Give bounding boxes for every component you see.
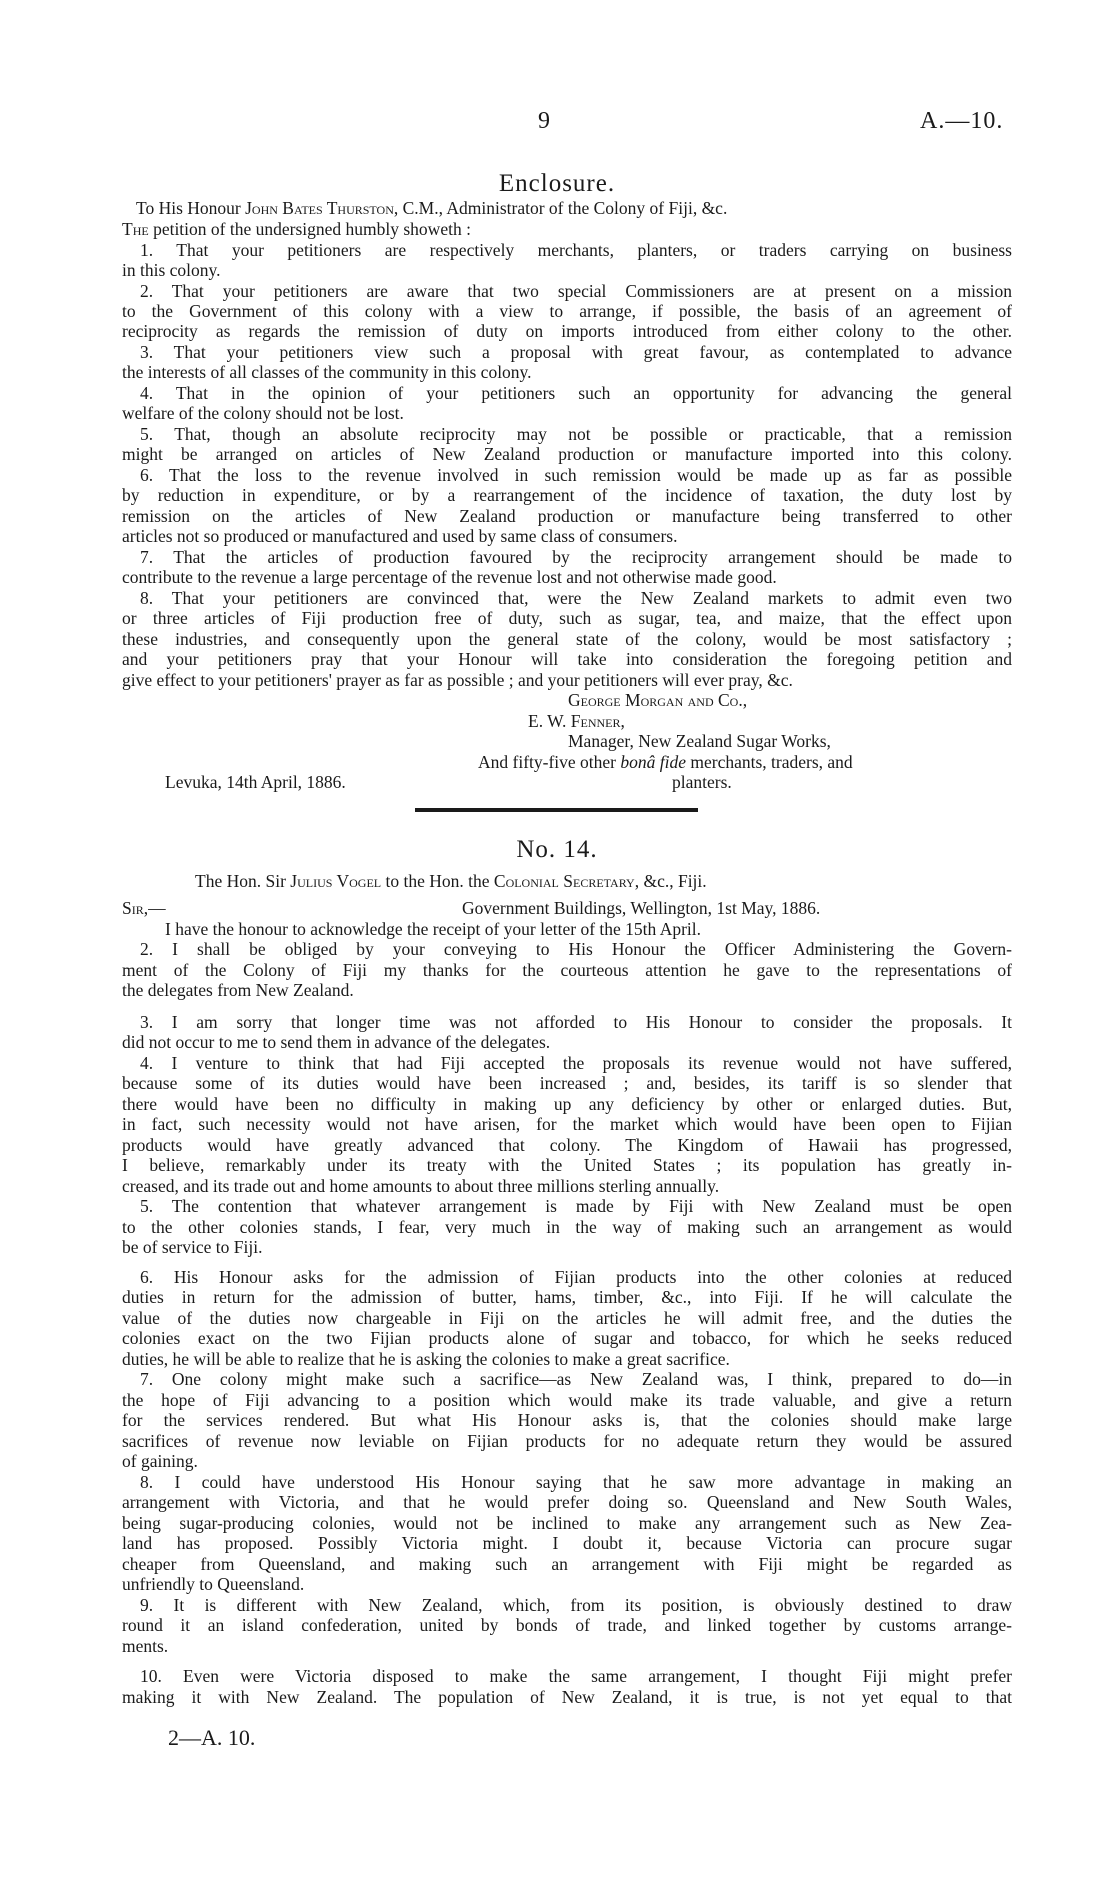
from-name: Julius Vogel (290, 871, 382, 891)
petition-line: 4. That in the opinion of your petitioners such an opportunity for advancing the general (140, 383, 1012, 403)
petition-line: reciprocity as regards the remission of duty on imports introduced from either colony to the other. (122, 321, 1012, 341)
letter-line: 6. His Honour asks for the admission of Fijian products into the other colonies at reduced (140, 1267, 1012, 1287)
letter-heading: No. 14. (516, 836, 598, 863)
letter-line: 9. It is different with New Zealand, which, from its position, is obviously destined to draw (140, 1595, 1012, 1615)
petition-line: and your petitioners pray that your Honour will take into consideration the foregoing petition and (122, 649, 1012, 669)
petition-line: the interests of all classes of the community in this colony. (122, 362, 532, 382)
petition-line: 7. That the articles of production favoured by the reciprocity arrangement should be made to (140, 547, 1012, 567)
petition-intro (122, 219, 471, 239)
letter-line: I believe, remarkably under its treaty with the United States ; its population has greatly in- (122, 1155, 1012, 1175)
petition-line: 1. That your petitioners are respectively merchants, planters, or traders carrying on business (140, 240, 1012, 260)
from-a: The Hon. Sir (195, 871, 286, 891)
letter-line: for the services rendered. But what His Honour asks is, that the colonies should make large (122, 1410, 1012, 1430)
from-c: , &c., Fiji. (634, 871, 707, 891)
letter-line: ment of the Colony of Fiji my thanks for the courteous attention he gave to the representations of (122, 960, 1012, 980)
others-part-c: merchants, traders, and (690, 752, 853, 772)
petition-line: by reduction in expenditure, or by a rearrangement of the incidence of taxation, the duty lost by (122, 485, 1012, 505)
petition-line: give effect to your petitioners' prayer as far as possible ; and your petitioners will ever pray, &c. (122, 670, 793, 690)
petition-line: remission on the articles of New Zealand production or manufacture being transferred to other (122, 506, 1012, 526)
letter-line: arrangement with Victoria, and that he would prefer doing so. Queensland and New South Wales, (122, 1492, 1012, 1512)
document-reference: A.—10. (920, 108, 1004, 134)
petition-line: 2. That your petitioners are aware that two special Commissioners are at present on a mission (140, 281, 1012, 301)
letter-line: making it with New Zealand. The population of New Zealand, it is true, is not yet equal to that (122, 1687, 1012, 1707)
letter-line: being sugar-producing colonies, would not be inclined to make any arrangement such as New Zea- (122, 1513, 1012, 1533)
letter-line: creased, and its trade out and home amounts to about three millions sterling annually. (122, 1176, 720, 1196)
letter-line: 4. I venture to think that had Fiji accepted the proposals its revenue would not have suffered, (140, 1053, 1012, 1073)
petition-line: in this colony. (122, 260, 221, 280)
from-b: to the Hon. the (385, 871, 490, 891)
from-title: Colonial Secretary (493, 871, 635, 891)
letter-line: duties in return for the admission of butter, hams, timber, &c., into Fiji. If he will calculate the (122, 1287, 1012, 1307)
letter-line: the hope of Fiji advancing to a position which would make its trade valuable, and give a return (122, 1390, 1012, 1410)
intro-rest: petition of the undersigned humbly showeth : (148, 219, 471, 239)
petition-line: or three articles of Fiji production free of duty, such as sugar, tea, and maize, that the effect upon (122, 608, 1012, 628)
letter-line: cheaper from Queensland, and making such an arrangement with Fiji might be regarded as (122, 1554, 1012, 1574)
petition-line: to the Government of this colony with a view to arrange, if possible, the basis of an agreement of (122, 301, 1012, 321)
letter-line: in fact, such necessity would not have arisen, for the market which would have been open to Fijian (122, 1114, 1012, 1134)
petition-line: 5. That, though an absolute reciprocity may not be possible or practicable, that a remission (140, 424, 1012, 444)
letter-line: products would have greatly advanced that colony. The Kingdom of Hawaii has progressed, (122, 1135, 1012, 1155)
signatory-name: E. W. Fenner, (528, 711, 625, 731)
letter-line: 3. I am sorry that longer time was not afforded to His Honour to consider the proposals. It (140, 1012, 1012, 1032)
others-part-b: bonâ fide (620, 752, 687, 772)
letter-line: to the other colonies stands, I fear, very much in the way of making such an arrangement as would (122, 1217, 1012, 1237)
petition-line: might be arranged on articles of New Zealand production or manufacture imported into this colony. (122, 444, 1012, 464)
dateline: Government Buildings, Wellington, 1st May, 1886. (462, 898, 821, 918)
letter-line: 7. One colony might make such a sacrifice—as New Zealand was, I think, prepared to do—in (140, 1369, 1012, 1389)
letter-line: round it an island confederation, united by bonds of trade, and linked together by customs arrange- (122, 1615, 1012, 1635)
letter-line: ments. (122, 1636, 169, 1656)
signatory-company: George Morgan and Co., (568, 690, 748, 710)
letter-line: 2. I shall be obliged by your conveying to His Honour the Officer Administering the Govern- (140, 939, 1012, 959)
letter-line: colonies exact on the two Fijian products alone of sugar and tobacco, for which he seeks reduced (122, 1328, 1012, 1348)
signatory-others-end: planters. (672, 772, 732, 792)
letter-line: the delegates from New Zealand. (122, 980, 354, 1000)
place-date: Levuka, 14th April, 1886. (165, 772, 346, 792)
others-part-a: And fifty-five other (478, 752, 617, 772)
letter-line: sacrifices of revenue now leviable on Fijian products for no adequate return they would be assured (122, 1431, 1012, 1451)
petition-line: 6. That the loss to the revenue involved in such remission would be made up as far as possible (140, 465, 1012, 485)
page-number: 9 (538, 108, 550, 134)
petition-line: contribute to the revenue a large percentage of the revenue lost and not otherwise made good. (122, 567, 777, 587)
salutation: Sir,— (122, 898, 166, 918)
letter-line: 8. I could have understood His Honour saying that he saw more advantage in making an (140, 1472, 1012, 1492)
petition-line: 8. That your petitioners are convinced that, were the New Zealand markets to admit even two (140, 588, 1012, 608)
signature-mark: 2—A. 10. (168, 1725, 256, 1750)
address-name: John Bates Thurston (245, 198, 394, 218)
letter-line: 10. Even were Victoria disposed to make the same arrangement, I thought Fiji might prefer (140, 1666, 1012, 1686)
letter-line: there would have been no difficulty in making up any deficiency by other or enlarged duties. But, (122, 1094, 1012, 1114)
letter-line: be of service to Fiji. (122, 1237, 263, 1257)
signatory-others (478, 752, 853, 772)
address-to: To His Honour (136, 198, 241, 218)
letter-line: unfriendly to Queensland. (122, 1574, 305, 1594)
letter-line: 5. The contention that whatever arrangement is made by Fiji with New Zealand must be open (140, 1196, 1012, 1216)
petition-line: articles not so produced or manufactured and used by same class of consumers. (122, 526, 678, 546)
letter-address (195, 871, 707, 891)
petition-line: welfare of the colony should not be lost. (122, 403, 404, 423)
section-divider (415, 808, 698, 812)
letter-line: land has proposed. Possibly Victoria might. I doubt it, because Victoria can procure sugar (122, 1533, 1012, 1553)
petition-line: these industries, and consequently upon the general state of the colony, would be most satisfactory ; (122, 629, 1012, 649)
petition-address (136, 198, 727, 218)
letter-line: because some of its duties would have been increased ; and, besides, its tariff is so slender that (122, 1073, 1012, 1093)
signatory-title: Manager, New Zealand Sugar Works, (568, 731, 831, 751)
petition-line: 3. That your petitioners view such a proposal with great favour, as contemplated to advance (140, 342, 1012, 362)
letter-line: did not occur to me to send them in advance of the delegates. (122, 1032, 551, 1052)
address-rest: , C.M., Administrator of the Colony of Fiji, &c. (393, 198, 728, 218)
letter-line: of gaining. (122, 1451, 198, 1471)
enclosure-heading: Enclosure. (498, 170, 616, 197)
letter-opening: I have the honour to acknowledge the receipt of your letter of the 15th April. (165, 919, 702, 939)
letter-line: duties, he will be able to realize that he is asking the colonies to make a great sacrifice. (122, 1349, 730, 1369)
letter-line: value of the duties now chargeable in Fiji on the articles he will admit free, and the duties the (122, 1308, 1012, 1328)
intro-first-word: The (122, 219, 149, 239)
